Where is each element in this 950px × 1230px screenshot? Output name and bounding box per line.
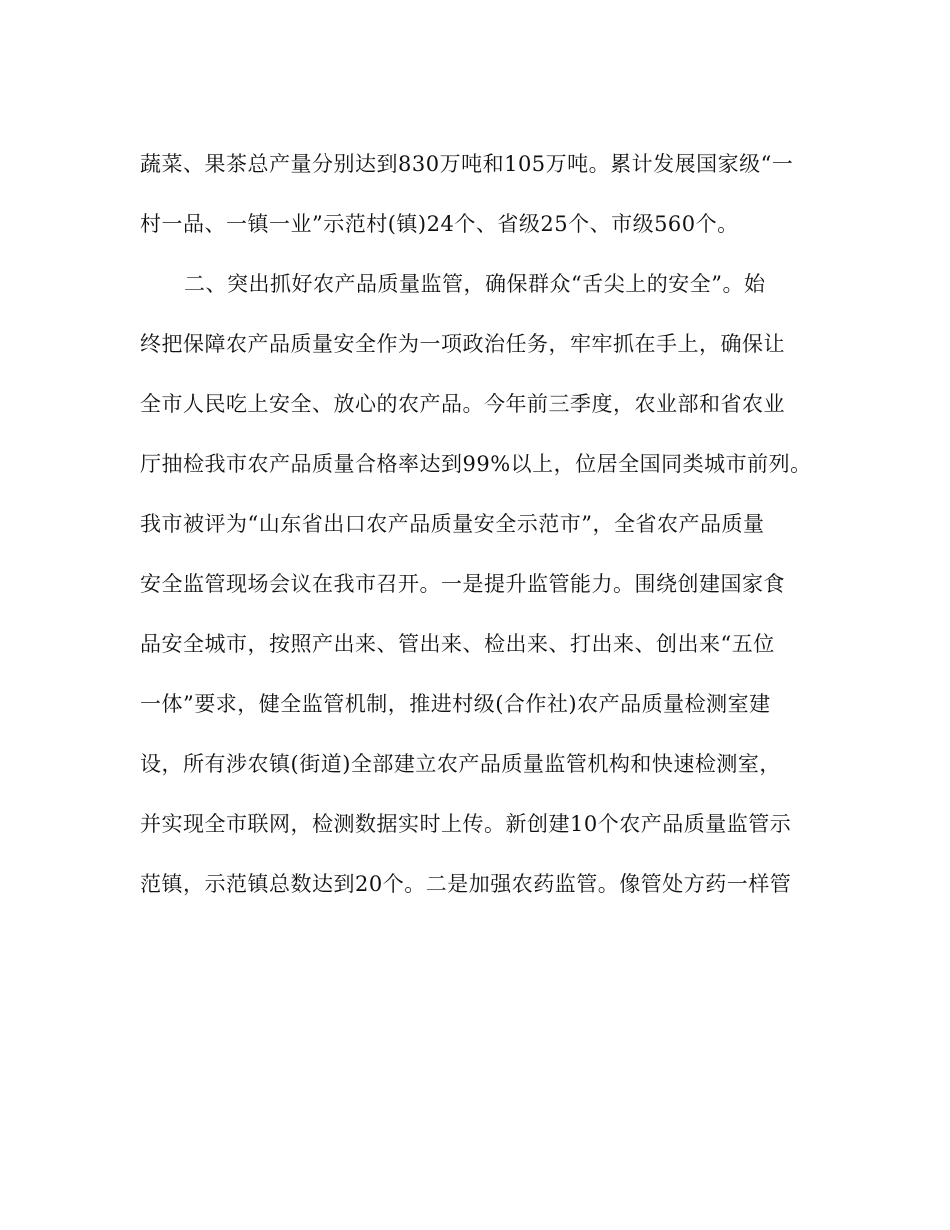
text-line: 我市被评为“山东省出口农产品质量安全示范市”，全省农产品质量 bbox=[140, 512, 765, 536]
text-line: 范镇，示范镇总数达到20个。二是加强农药监管。像管处方药一样管 bbox=[140, 872, 792, 896]
text-line: 并实现全市联网，检测数据实时上传。新创建10个农产品质量监管示 bbox=[140, 812, 792, 836]
text-line: 品安全城市，按照产出来、管出来、检出来、打出来、创出来“五位 bbox=[140, 632, 775, 656]
text-line: 蔬菜、果茶总产量分别达到830万吨和105万吨。累计发展国家级“一 bbox=[140, 152, 794, 176]
text-line: 设，所有涉农镇(街道)全部建立农产品质量监管机构和快速检测室， bbox=[140, 752, 781, 776]
text-line: 厅抽检我市农产品质量合格率达到99%以上，位居全国同类城市前列。 bbox=[140, 452, 812, 476]
text-line: 安全监管现场会议在我市召开。一是提升监管能力。围绕创建国家食 bbox=[140, 572, 785, 596]
section-heading-line: 二、突出抓好农产品质量监管，确保群众“舌尖上的安全”。始 bbox=[184, 272, 766, 296]
text-line: 终把保障农产品质量安全作为一项政治任务，牢牢抓在手上，确保让 bbox=[140, 332, 785, 356]
body-text bbox=[140, 134, 810, 914]
text-line: 村一品、一镇一业”示范村(镇)24个、省级25个、市级560个。 bbox=[140, 212, 739, 236]
text-line: 一体”要求，健全监管机制，推进村级(合作社)农产品质量检测室建 bbox=[140, 692, 771, 716]
text-line: 全市人民吃上安全、放心的农产品。今年前三季度，农业部和省农业 bbox=[140, 392, 785, 416]
